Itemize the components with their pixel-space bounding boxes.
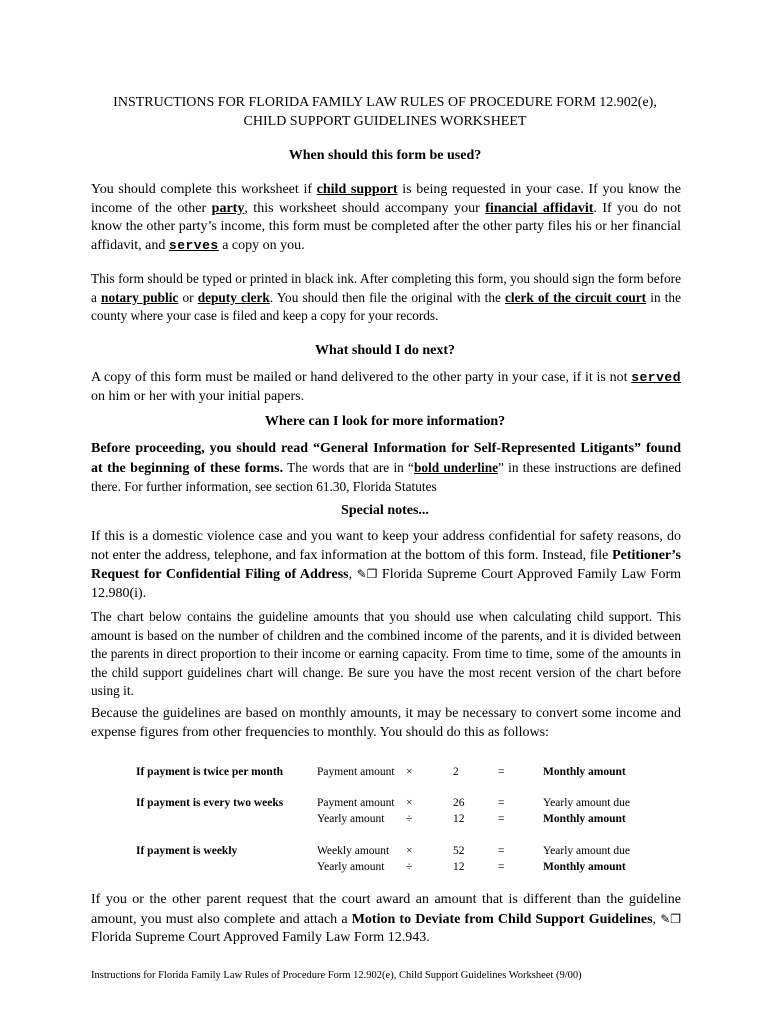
info-paragraph: Before proceeding, you should read “General Information for Self-Represented Litigants” found at the beginning of these forms. The words that are in “bold underline” in these instructions are defined there. For further information, see section 61.30, Florida Statutes <box>91 441 681 494</box>
form-petitioners-request: Petitioner’s Request for Confidential Filing of Address <box>91 547 681 582</box>
form-motion-to-deviate: Motion to Deviate from Child Support Guidelines <box>351 911 653 927</box>
term-served: served <box>631 370 681 385</box>
term-clerk-of-circuit-court: clerk of the circuit court <box>505 289 647 305</box>
next-paragraph: A copy of this form must be mailed or hand delivered to the other party in your case, if it is not served on him or her with your initial papers. <box>91 370 681 404</box>
pencil-form-icon: ✎❐ <box>660 911 682 926</box>
term-child-support: child support <box>316 182 398 197</box>
title-line-1: INSTRUCTIONS FOR FLORIDA FAMILY LAW RULES OF PROCEDURE FORM 12.902(e), <box>113 95 657 110</box>
title-line-2: CHILD SUPPORT GUIDELINES WORKSHEET <box>243 114 527 129</box>
chart-paragraph: The chart below contains the guideline amounts that you should use when calculating child support. This amount is based on the number of children and the combined income of the parents, and it is divided between the parents in direct proportion to their income or earning capacity. From time to time, some of the amounts in the child support guidelines chart will change. Be sure you have the most recent version of the chart before using it. <box>91 609 681 698</box>
next-heading: What should I do next? <box>314 343 456 358</box>
term-serves: serves <box>168 237 219 253</box>
page-footer: Instructions for Florida Family Law Rules of Procedure Form 12.902(e), Child Support Guidelines Worksheet (9/00) <box>91 970 582 981</box>
term-bold-underline: bold underline <box>413 459 499 475</box>
when-heading: When should this form be used? <box>288 148 482 163</box>
term-financial-affidavit: financial affidavit <box>485 200 594 216</box>
term-party: party <box>211 200 245 216</box>
info-heading: Where can I look for more information? <box>264 414 506 429</box>
domestic-violence-paragraph: If this is a domestic violence case and you want to keep your address confidential for safety reasons, do not enter the address, telephone, and fax information at the bottom of this form. Instead, file Petitioner’s Request for Confidential Filing of Address, ✎❐ Florida Supreme Court Approved Family Law Form 12.980(i). <box>91 529 682 601</box>
row-label-weekly: If payment is weekly <box>136 845 238 857</box>
special-heading: Special notes... <box>341 503 429 518</box>
pencil-form-icon: ✎❐ <box>356 567 378 581</box>
row-label-twice-monthly: If payment is twice per month <box>136 766 284 778</box>
deviate-paragraph: If you or the other parent request that the court award an amount that is different than the guideline amount, you must also complete and attach a Motion to Deviate from Child Support Guidelines, ✎❐ Florida Supreme Court Approved Family Law Form 12.943. <box>91 892 682 945</box>
term-deputy-clerk: deputy clerk <box>197 289 270 305</box>
when-paragraph: You should complete this worksheet if child support is being requested in your case. If you know the income of the other party, this worksheet should accompany your financial affidavit. If you do not know the other party’s income, this form must be completed after the other party files his or her financial affidavit, and serves a copy on you. <box>91 182 682 253</box>
convert-paragraph: Because the guidelines are based on monthly amounts, it may be necessary to convert some income and expense figures from other frequencies to monthly. You should do this as follows: <box>91 706 681 740</box>
conversion-table: If payment is twice per month Payment amount × 2 = Monthly amount If payment is every two weeks Payment amount × 26 = Yearly amount due Yearly amount ÷ 12 = Monthly amount If payment is weekly Weekly amount × 52 = Yearly amount due Yearly amount ÷ 12 = Monthly amount <box>136 766 630 873</box>
term-notary-public: notary public <box>101 289 179 305</box>
row-label-every-two-weeks: If payment is every two weeks <box>136 797 284 809</box>
ink-paragraph: This form should be typed or printed in black ink. After completing this form, you should sign the form before a notary public or deputy clerk. You should then file the original with the clerk of the circuit court in the county where your case is filed and keep a copy for your records. <box>91 271 681 323</box>
